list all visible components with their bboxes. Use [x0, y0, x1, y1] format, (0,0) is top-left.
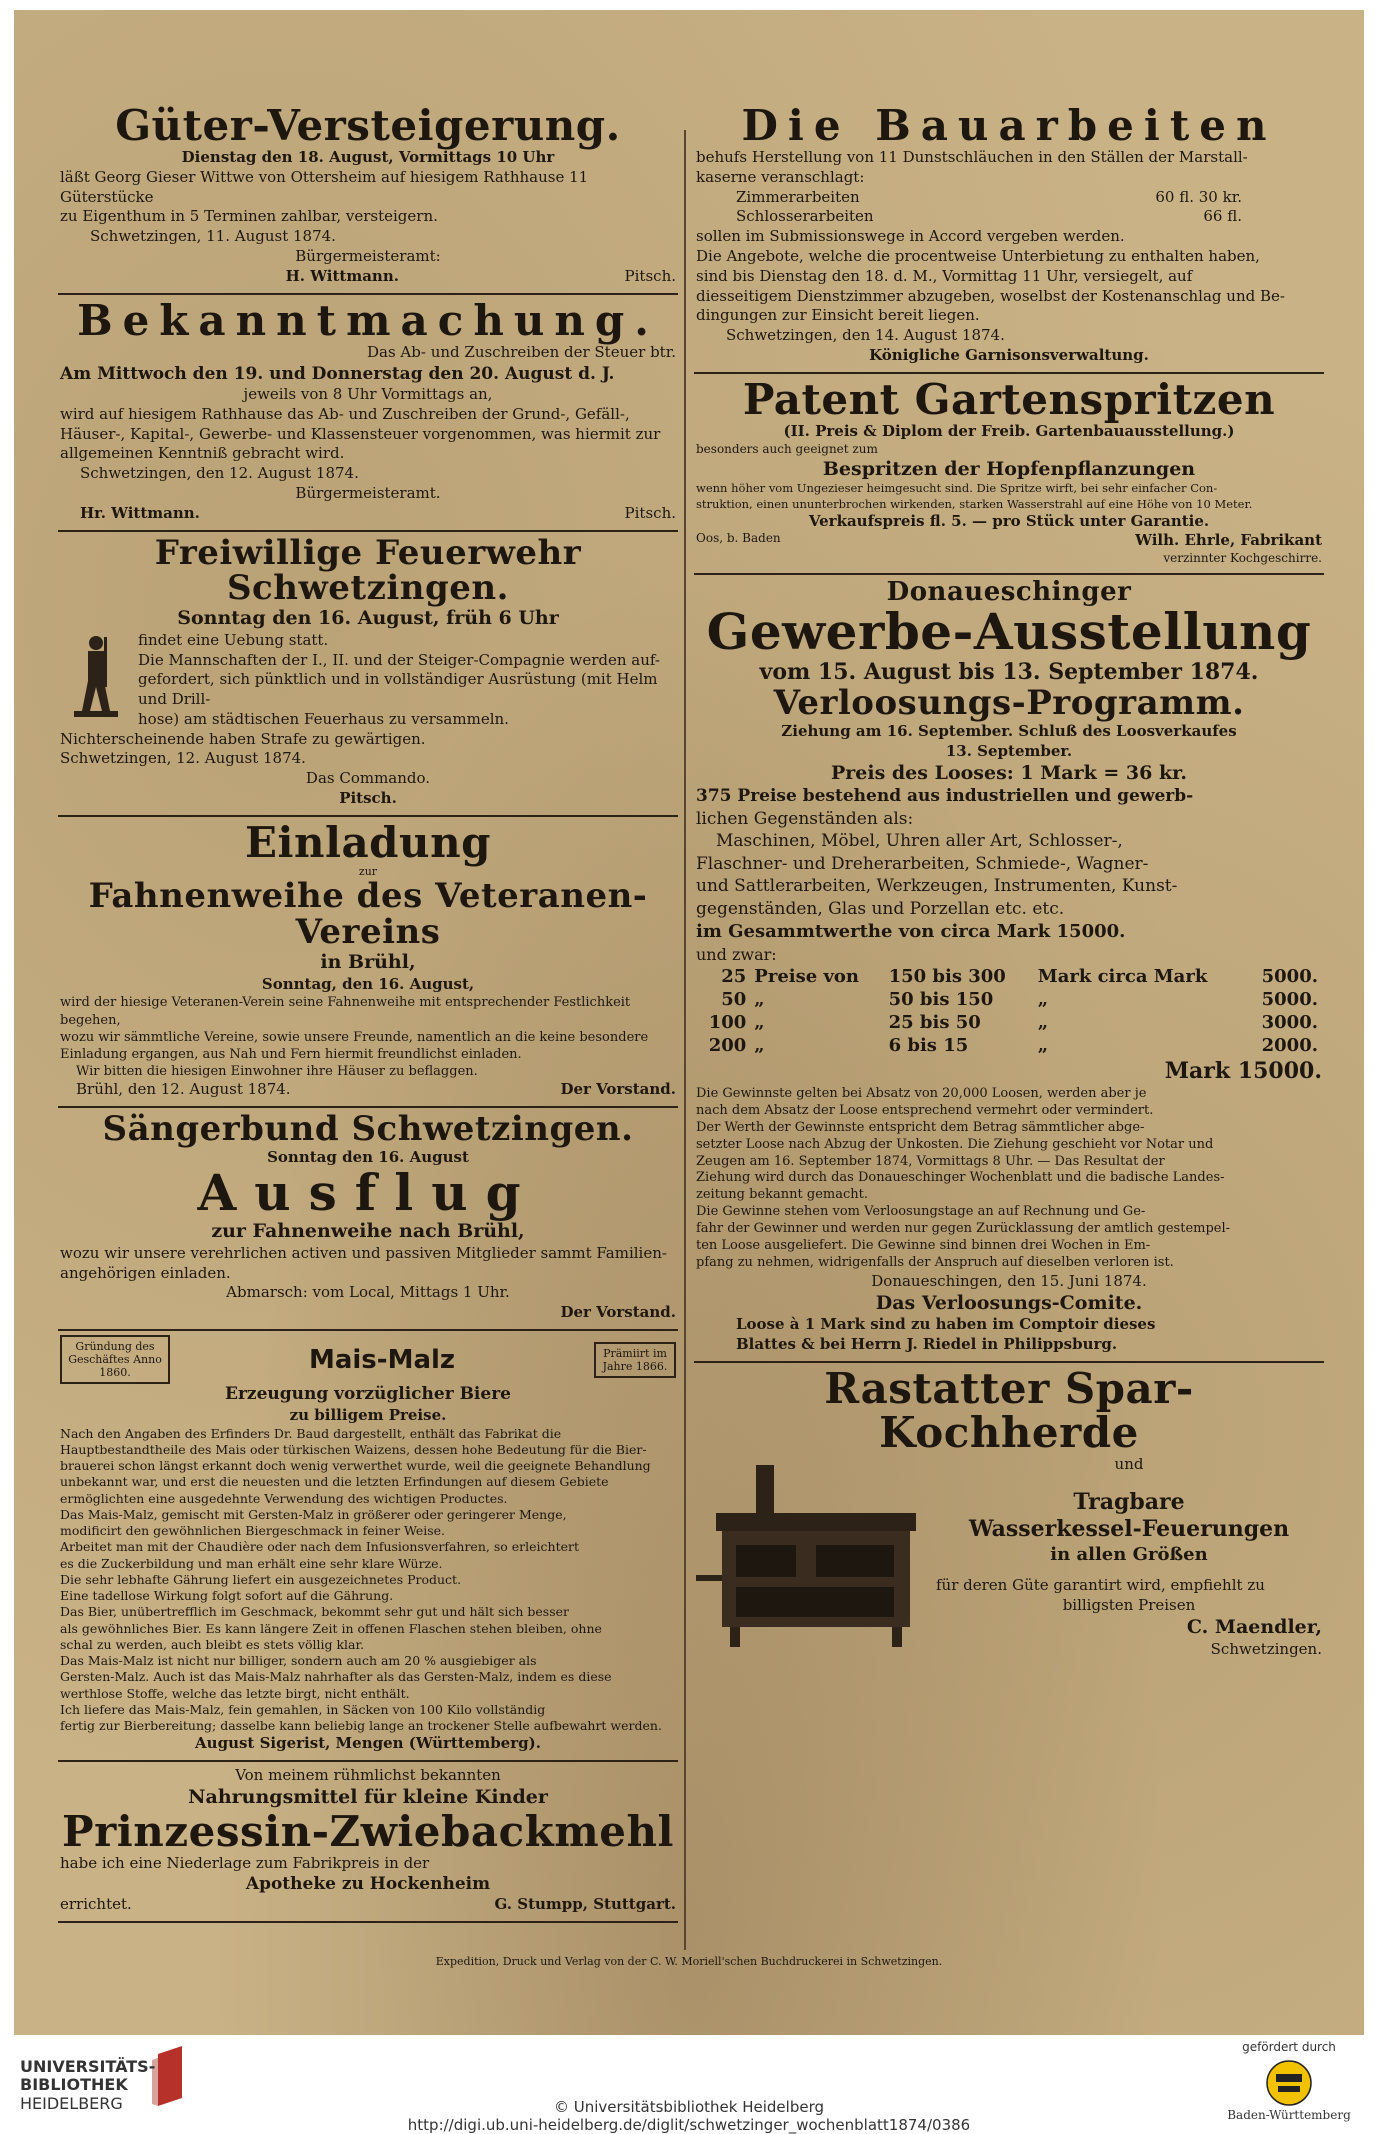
ad-signature: Der Vorstand. — [560, 1303, 676, 1322]
ad-signature: Pitsch. — [624, 266, 676, 285]
ad-text: Die Mannschaften der I., II. und der Steiger-Compagnie werden auf- — [138, 650, 660, 669]
ad-pretitle: Donaueschinger — [886, 577, 1132, 608]
prize-cell: 2000. — [1261, 1034, 1318, 1056]
ad-signature-row — [60, 504, 676, 524]
ad-text: ermöglichten eine ausgedehnte Verwendung des wichtigen Productes. — [60, 1490, 508, 1506]
ad-text: zeitung bekannt gemacht. — [696, 1187, 868, 1203]
ad-text: und — [1114, 1455, 1144, 1474]
ad-text: Nichterscheinende haben Strafe zu gewärtigen. — [60, 729, 426, 748]
bw-name: Baden-Württemberg — [1227, 2108, 1351, 2122]
cost-row — [696, 188, 1322, 208]
ad-title: Die Bauarbeiten — [741, 101, 1277, 150]
copyright: © Universitätsbibliothek Heidelberg — [553, 2098, 824, 2116]
ad-text: hose) am städtischen Feuerhaus zu versammeln. — [138, 709, 509, 728]
ad-subtitle: zur Fahnenweihe nach Brühl, — [211, 1219, 525, 1242]
bw-seal-icon — [1266, 2060, 1312, 2106]
ad-place: Schwetzingen. — [1210, 1639, 1322, 1658]
ad-text: schal zu werden, auch bleibt es stets völlig klar. — [60, 1636, 365, 1652]
ad-text: nach dem Absatz der Loose entsprechend vermehrt oder vermindert. — [696, 1102, 1154, 1118]
ad-title: Patent Gartenspritzen — [742, 374, 1276, 424]
prize-cell: 25 bis 50 — [888, 1011, 981, 1033]
ad-signature: G. Stumpp, Stuttgart. — [494, 1894, 676, 1913]
ad-subtitle: Tragbare — [1073, 1488, 1185, 1515]
ad-date: Dienstag den 18. August, Vormittags 10 Uhr — [181, 148, 555, 167]
ad-text: Das Mais-Malz ist nicht nur billiger, sondern auch am 20 % ausgiebiger als — [60, 1653, 537, 1669]
ad-dates: vom 15. August bis 13. September 1874. — [759, 658, 1259, 685]
ad-signature: Pitsch. — [624, 503, 676, 522]
prize-cell: „ — [754, 1034, 765, 1056]
ad-signature: H. Wittmann. — [285, 266, 399, 285]
ad-text: behufs Herstellung von 11 Dunstschläuchen in den Ställen der Marstall- — [696, 148, 1248, 167]
prize-cell: 25 — [721, 965, 747, 987]
ad-subtitle: in allen Größen — [1050, 1543, 1208, 1565]
ad-subtitle: Nahrungsmittel für kleine Kinder — [188, 1785, 548, 1808]
ad-text: und Sattlerarbeiten, Werkzeugen, Instrumenten, Kunst- — [696, 876, 1178, 897]
ad-text: und zwar: — [696, 944, 777, 964]
ad-text: jeweils von 8 Uhr Vormittags an, — [243, 385, 493, 403]
ad-text: für deren Güte garantirt wird, empfiehlt zu — [936, 1576, 1265, 1595]
cost-row — [696, 207, 1322, 227]
ad-title: Prinzessin-Zwiebackmehl — [62, 1806, 674, 1856]
ad-text: findet eine Uebung statt. — [138, 630, 329, 649]
ad-text: pfang zu nehmen, widrigenfalls der Anspruch auf dieselben verloren ist. — [696, 1254, 1174, 1270]
ad-signature: Königliche Garnisonsverwaltung. — [869, 346, 1149, 365]
ad-mais-malz — [58, 1331, 678, 1762]
ad-title: Fahnenweihe des Veteranen-Vereins — [88, 876, 648, 953]
footer-bar — [0, 2036, 1378, 2134]
ad-text: Maschinen, Möbel, Uhren aller Art, Schlosser-, — [716, 831, 1123, 852]
stove-icon — [696, 1455, 936, 1655]
ad-title: Bekanntmachung. — [77, 295, 659, 345]
ad-text: Das Ab- und Zuschreiben der Steuer btr. — [367, 342, 676, 361]
ad-signature: Der Vorstand. — [560, 1080, 676, 1099]
ad-title: Mais-Malz — [308, 1344, 456, 1375]
ad-text: Die Angebote, welche die procentweise Unterbietung zu enthalten haben, — [696, 247, 1260, 266]
ad-text: Flaschner- und Dreherarbeiten, Schmiede-, Wagner- — [696, 853, 1149, 874]
ad-signature: Wilh. Ehrle, Fabrikant — [1135, 531, 1322, 550]
ad-text: kaserne veranschlagt: — [696, 167, 865, 186]
ad-text: läßt Georg Gieser Wittwe von Ottersheim auf hiesigem Rathhause 11 Güterstücke — [60, 167, 589, 206]
ad-text: unbekannt war, und erst die neuesten und die letzten Erfindungen auf diesem Gebiete — [60, 1474, 609, 1490]
source-url[interactable]: http://digi.ub.uni-heidelberg.de/diglit/schwetzinger_wochenblatt1874/0386 — [407, 2116, 971, 2134]
ad-text: errichtet. — [60, 1894, 132, 1913]
ad-text: struktion, einen ununterbrochen wirkenden, starken Wasserstrahl auf eine Höhe von 10 Meter. — [696, 496, 1253, 511]
prize-row — [696, 988, 1322, 1011]
ad-text: Zeugen am 16. September 1874, Vormittags 8 Uhr. — Das Resultat der — [696, 1153, 1165, 1169]
ad-text: wozu wir sämmtliche Vereine, sowie unsere Freunde, namentlich an die keine besondere — [60, 1029, 649, 1045]
ad-text: Die Gewinne stehen vom Verloosungstage an auf Rechnung und Ge- — [696, 1204, 1146, 1220]
prize-cell: „ — [754, 1011, 765, 1033]
prize-cell: „ — [1037, 988, 1049, 1010]
ad-text: brauerei schon längst erkannt doch wenig verwerthet wurde, weil die geeignete Behandlung — [60, 1458, 651, 1474]
ad-text: habe ich eine Niederlage zum Fabrikpreis in der — [60, 1853, 430, 1872]
ad-signature-row — [60, 1080, 676, 1100]
ad-bauarbeiten — [694, 100, 1324, 374]
ad-text: fahr der Gewinner und werden nur gegen Zurücklassung der amtlich gestempel- — [696, 1221, 1231, 1237]
ad-text: Hauptbestandtheile des Mais oder türkischen Waizens, dessen hohe Bedeutung für die Bier- — [60, 1441, 647, 1457]
ad-price: Verkaufspreis fl. 5. — pro Stück unter Garantie. — [808, 511, 1210, 530]
right-column — [694, 100, 1324, 1666]
ad-price: Preis des Looses: 1 Mark = 36 kr. — [830, 761, 1188, 784]
ad-place: Oos, b. Baden — [696, 531, 781, 546]
ad-gewerbe-ausstellung — [694, 575, 1324, 1363]
ad-text: zu Eigenthum in 5 Terminen zahlbar, versteigern. — [60, 207, 438, 226]
ub-line: BIBLIOTHEK — [20, 2075, 128, 2095]
ad-subtitle: (II. Preis & Diplom der Freib. Gartenbauausstellung.) — [783, 421, 1235, 440]
cost-value: 66 fl. — [1203, 207, 1242, 226]
cost-value: 60 fl. 30 kr. — [1155, 187, 1242, 206]
imprint: Expedition, Druck und Verlag von der C. W. Moriell'schen Buchdruckerei in Schwetzingen. — [435, 1955, 943, 1968]
prize-cell: 100 — [708, 1011, 747, 1033]
ad-signature: August Sigerist, Mengen (Württemberg). — [195, 1734, 541, 1753]
ad-place: Schwetzingen, 12. August 1874. — [60, 749, 306, 768]
ad-signature: C. Maendler, — [1186, 1615, 1322, 1638]
ad-signature: Hr. Wittmann. — [80, 503, 200, 522]
ad-signature: verzinnter Kochgeschirre. — [1163, 551, 1322, 566]
ad-title: Freiwillige Feuerwehr Schwetzingen. — [154, 532, 582, 609]
badge-praemiirt: Prämiirt im Jahre 1866. — [594, 1342, 676, 1378]
ad-text: angehörigen einladen. — [60, 1263, 231, 1282]
ad-text: Arbeitet man mit der Chaudière oder nach dem Infusionsverfahren, so erleichtert — [60, 1539, 579, 1555]
prize-cell: Mark circa Mark — [1037, 965, 1208, 987]
ad-title: Rastatter Spar-Kochherde — [824, 1363, 1194, 1457]
ad-text: Der Werth der Gewinnste entspricht dem Betrag sämmtlicher abge- — [696, 1119, 1145, 1135]
ad-title: Güter-Versteigerung. — [115, 101, 621, 150]
ad-text: als gewöhnliches Bier. Es kann längere Zeit in offenen Flaschen stehen bleiben, ohne — [60, 1620, 602, 1636]
ad-place: Brühl, den 12. August 1874. — [76, 1080, 291, 1099]
ad-text: es die Zuckerbildung und man erhält eine sehr klare Würze. — [60, 1555, 443, 1571]
ad-office: Bürgermeisteramt. — [295, 483, 441, 502]
ad-text: setzter Loose nach Abzug der Unkosten. Die Ziehung geschieht vor Notar und — [696, 1136, 1214, 1152]
cost-item: Zimmerarbeiten — [736, 187, 860, 206]
ad-date: Sonntag, den 16. August, — [261, 974, 475, 993]
ad-text: Einladung ergangen, aus Nah und Fern hiermit freundlichst einladen. — [60, 1046, 522, 1062]
left-column — [58, 100, 678, 1923]
ad-signature: Das Verloosungs-Comite. — [875, 1291, 1143, 1314]
ad-gueter-versteigerung — [58, 100, 678, 295]
ad-saengerbund — [58, 1108, 678, 1331]
ad-signature-row — [696, 531, 1322, 551]
ad-bekanntmachung — [58, 295, 678, 532]
ad-text: sollen im Submissionswege in Accord vergeben werden. — [696, 227, 1125, 246]
ad-date: Sonntag den 16. August, früh 6 Uhr — [177, 606, 559, 629]
ad-feuerwehr — [58, 532, 678, 817]
newspaper-page — [14, 10, 1364, 2035]
ad-text: Nach den Angaben des Erfinders Dr. Baud dargestellt, enthält das Fabrikat die — [60, 1425, 562, 1441]
ad-subtitle: Erzeugung vorzüglicher Biere — [225, 1384, 511, 1405]
ad-text: Abmarsch: vom Local, Mittags 1 Uhr. — [226, 1283, 510, 1302]
ad-office: Das Commando. — [305, 769, 431, 788]
ad-text: ten Loose ausgeliefert. Die Gewinne sind binnen drei Wochen in Em- — [696, 1237, 1151, 1253]
ad-title: Einladung — [245, 817, 491, 867]
ad-text: Ziehung am 16. September. Schluß des Loosverkaufes — [781, 722, 1237, 741]
badge-gruendung: Gründung des Geschäftes Anno 1860. — [60, 1335, 170, 1385]
prize-cell: 5000. — [1261, 965, 1318, 987]
funding-block — [1224, 2040, 1354, 2122]
ad-text: wenn höher vom Ungezieser heimgesucht sind. Die Spritze wirft, bei sehr einfacher Con- — [696, 481, 1218, 496]
ad-text: wird der hiesige Veteranen-Verein seine Fahnenweihe mit entsprechender Festlichkeit begehen, — [60, 995, 631, 1028]
prize-cell: 50 bis 150 — [888, 988, 994, 1010]
ad-text: Häuser-, Kapital-, Gewerbe- und Klassensteuer vorgenommen, was hiermit zur — [60, 424, 661, 443]
ad-signature-row — [60, 1895, 676, 1915]
prize-cell: 150 bis 300 — [888, 965, 1006, 987]
ad-place: Apotheke zu Hockenheim — [245, 1873, 491, 1894]
ad-text: Eine tadellose Wirkung folgt sofort auf die Gährung. — [60, 1588, 394, 1604]
ad-subtitle: zu billigem Preise. — [289, 1405, 447, 1424]
ad-place: Donaueschingen, den 15. Juni 1874. — [871, 1271, 1147, 1290]
firefighter-icon — [64, 633, 128, 721]
prize-cell: Preise von — [754, 965, 860, 987]
ad-title: Gewerbe-Ausstellung — [706, 602, 1312, 662]
ad-text: billigsten Preisen — [1062, 1596, 1196, 1615]
ad-text: gegenständen, Glas und Porzellan etc. etc. — [696, 898, 1065, 919]
ad-subtitle: Wasserkessel-Feuerungen — [968, 1516, 1290, 1543]
ad-text: im Gesammtwerthe von circa Mark 15000. — [696, 921, 1126, 943]
ad-kochherde — [694, 1363, 1324, 1666]
prize-row — [696, 965, 1322, 988]
ad-place: Schwetzingen, den 12. August 1874. — [80, 464, 359, 483]
ad-subtitle: Bespritzen der Hopfenpflanzungen — [822, 457, 1196, 480]
ad-signature-row — [60, 267, 676, 287]
funded-label: gefördert durch — [1242, 2040, 1336, 2054]
ad-office: Bürgermeisteramt: — [295, 247, 441, 266]
ad-text: zur — [358, 864, 378, 878]
ad-text: Das Mais-Malz, gemischt mit Gersten-Malz in größerer oder geringerer Menge, — [60, 1506, 567, 1522]
ad-text: Das Bier, unübertrefflich im Geschmack, bekommt sehr gut und hält sich besser — [60, 1604, 569, 1620]
ad-subtitle: Verloosungs-Programm. — [773, 683, 1245, 724]
ad-text: wozu wir unsere verehrlichen activen und passiven Mitglieder sammt Familien- — [60, 1243, 667, 1262]
ub-line: UNIVERSITÄTS- — [20, 2057, 156, 2076]
ad-text: modificirt den gewöhnlichen Biergeschmack in feiner Weise. — [60, 1523, 446, 1539]
ad-title: Ausflug — [197, 1163, 539, 1223]
ad-gartenspritzen — [694, 374, 1324, 575]
prize-row — [696, 1011, 1322, 1034]
ad-text: Wir bitten die hiesigen Einwohner ihre Häuser zu beflaggen. — [76, 1064, 478, 1080]
ad-text: werthlose Stoffe, welche das letzte birgt, nicht enthält. — [60, 1685, 410, 1701]
ad-text: gefordert, sich pünktlich und in vollständiger Ausrüstung (mit Helm und Drill- — [138, 670, 658, 709]
ad-place: Schwetzingen, den 14. August 1874. — [726, 326, 1005, 345]
ad-text: besonders auch geeignet zum — [696, 441, 878, 456]
ad-title: Sängerbund Schwetzingen. — [102, 1108, 634, 1149]
ub-line: HEIDELBERG — [20, 2093, 123, 2113]
ad-einladung — [58, 817, 678, 1108]
ad-text: Blattes & bei Herrn J. Riedel in Philippsburg. — [736, 1335, 1118, 1354]
column-divider — [684, 130, 686, 1950]
cost-item: Schlosserarbeiten — [736, 207, 874, 226]
prize-cell: 200 — [708, 1034, 747, 1056]
ad-text: wird auf hiesigem Rathhause das Ab- und Zuschreiben der Grund-, Gefäll-, — [60, 404, 630, 423]
ad-place: in Brühl, — [320, 950, 416, 973]
ad-text: allgemeinen Kenntniß gebracht wird. — [60, 444, 345, 463]
prize-row — [696, 1034, 1322, 1057]
ad-text: Gersten-Malz. Auch ist das Mais-Malz nahrhafter als das Gersten-Malz, indem es diese — [60, 1669, 612, 1685]
prize-cell: „ — [1037, 1034, 1049, 1056]
ad-date: Sonntag den 16. August — [267, 1147, 469, 1166]
prize-cell: 50 — [721, 988, 747, 1010]
prize-cell: „ — [1037, 1011, 1049, 1033]
prize-cell: 5000. — [1261, 988, 1318, 1010]
ad-date: Am Mittwoch den 19. und Donnerstag den 20. August d. J. — [60, 363, 615, 384]
ad-text: Die sehr lebhafte Gährung liefert ein ausgezeichnetes Product. — [60, 1571, 462, 1587]
ad-text: lichen Gegenständen als: — [696, 808, 914, 829]
ad-text: Ziehung wird durch das Donaueschinger Wochenblatt und die badische Landes- — [696, 1170, 1225, 1186]
ad-text: sind bis Dienstag den 18. d. M., Vormittag 11 Uhr, versiegelt, auf — [696, 266, 1193, 285]
prize-cell: „ — [754, 988, 765, 1010]
ad-zwiebackmehl — [58, 1762, 678, 1922]
ad-place: Schwetzingen, 11. August 1874. — [90, 227, 336, 246]
ad-text: Ich liefere das Mais-Malz, fein gemahlen, in Säcken von 100 Kilo vollständig — [60, 1701, 546, 1717]
ad-text: dingungen zur Einsicht bereit liegen. — [696, 306, 980, 325]
ad-text: Loose à 1 Mark sind zu haben im Comptoir dieses — [736, 1315, 1156, 1334]
ad-text: fertig zur Bierbereitung; dasselbe kann beliebig lange an trockener Stelle aufbewahrt werden. — [60, 1718, 662, 1734]
ad-text: Die Gewinnste gelten bei Absatz von 20,000 Loosen, werden aber je — [696, 1085, 1147, 1101]
ad-signature: Pitsch. — [339, 789, 397, 808]
ad-text: Von meinem rühmlichst bekannten — [235, 1766, 501, 1785]
ad-text: diesseitigem Dienstzimmer abzugeben, woselbst der Kostenanschlag und Be- — [696, 286, 1285, 305]
ad-text: 375 Preise bestehend aus industriellen und gewerb- — [696, 786, 1194, 807]
prize-total: Mark 15000. — [1164, 1057, 1322, 1084]
prize-cell: 6 bis 15 — [888, 1034, 969, 1056]
ad-text: 13. September. — [945, 741, 1073, 760]
prize-table — [696, 965, 1322, 1057]
prize-cell: 3000. — [1261, 1011, 1318, 1033]
